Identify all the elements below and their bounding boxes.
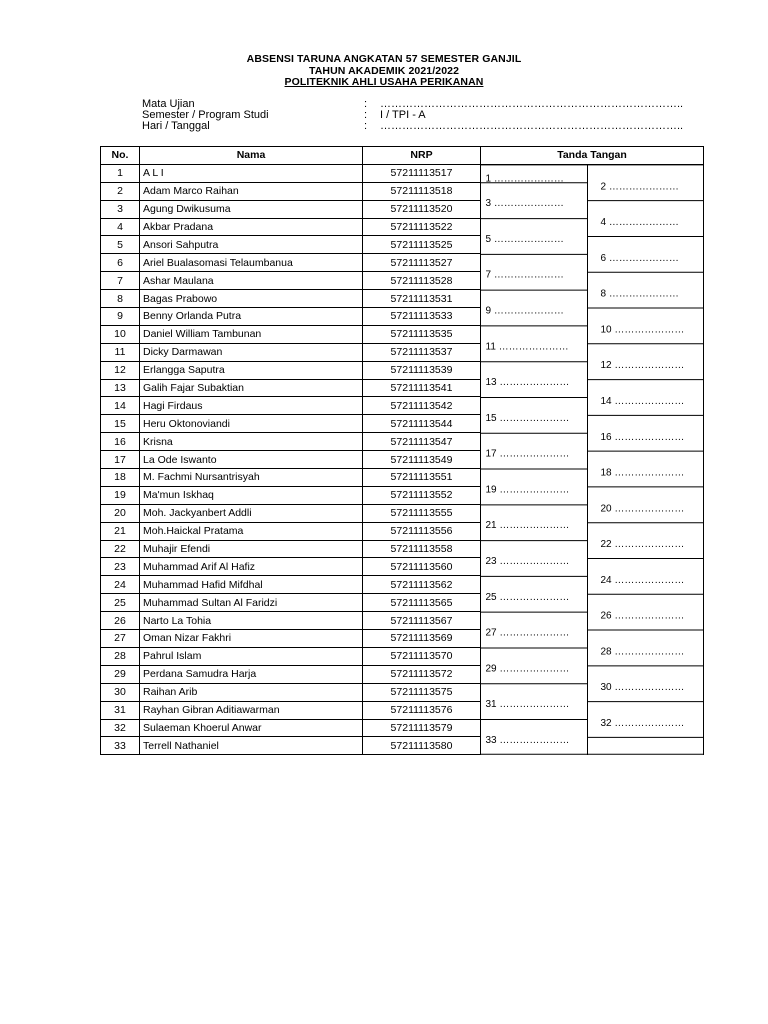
signature-cell-right[interactable] [588,397,704,415]
table-row [101,343,704,361]
table-row [101,612,704,630]
student-nrp: 57211113558 [363,540,481,558]
signature-cell-left[interactable] [481,361,588,379]
info-value: ……………………………………………………………………….. [380,98,684,110]
signature-cell-left[interactable] [481,647,588,665]
signature-line-label: 26 ………………… [600,610,685,622]
signature-line-label: 8 ………………… [600,288,679,300]
table-row [101,469,704,487]
signature-cell-left[interactable] [481,397,588,415]
student-nrp: 57211113542 [363,397,481,415]
student-name: Bagas Prabowo [140,290,363,308]
row-number: 18 [101,469,140,487]
student-nrp: 57211113560 [363,558,481,576]
table-row [101,701,704,719]
table-row [101,451,704,469]
signature-cell-right[interactable] [588,290,704,308]
student-name: Ariel Bualasomasi Telaumbanua [140,254,363,272]
student-nrp: 57211113567 [363,612,481,630]
table-row [101,415,704,433]
student-name: Rayhan Gibran Aditiawarman [140,701,363,719]
row-number: 10 [101,325,140,343]
header-title: ABSENSI TARUNA ANGKATAN 57 SEMESTER GANJIL [246,53,522,65]
signature-cell-left[interactable] [481,555,588,576]
signature-cell-left[interactable] [481,200,588,218]
signature-cell-right[interactable] [588,737,704,755]
table-row [101,397,704,415]
row-number: 31 [101,701,140,719]
student-nrp: 57211113575 [363,683,481,701]
signature-cell-right[interactable] [588,647,704,665]
signature-line-label: 29 ………………… [485,663,570,675]
signature-cell-right[interactable] [588,361,704,379]
signature-cell-left[interactable] [481,305,588,326]
header-nrp: NRP [363,147,481,165]
table-row [101,737,704,755]
student-nrp: 57211113572 [363,665,481,683]
student-name: Ansori Sahputra [140,236,363,254]
student-name: Terrell Nathaniel [140,737,363,755]
student-nrp: 57211113552 [363,486,481,504]
row-number: 29 [101,665,140,683]
student-nrp: 57211113562 [363,576,481,594]
signature-cell-left[interactable] [481,325,588,343]
signature-cell-right[interactable] [588,576,704,594]
student-nrp: 57211113579 [363,719,481,737]
row-number: 22 [101,540,140,558]
signature-cell-left[interactable] [481,469,588,487]
table-row [101,630,704,648]
signature-cell-right[interactable] [588,469,704,487]
row-number: 4 [101,218,140,236]
row-number: 28 [101,647,140,665]
signature-cell-right[interactable] [588,612,704,630]
signature-cell-right[interactable] [588,540,704,558]
student-nrp: 57211113518 [363,182,481,200]
signature-cell-left[interactable] [481,701,588,719]
signature-cell-left[interactable] [481,254,588,272]
signature-cell-right[interactable] [588,701,704,719]
signature-cell-right[interactable] [588,164,704,182]
student-name: Raihan Arib [140,683,363,701]
student-name: Narto La Tohia [140,612,363,630]
student-nrp: 57211113531 [363,290,481,308]
student-name: Perdana Samudra Harja [140,665,363,683]
signature-cell-left[interactable] [481,433,588,451]
signature-line-label: 28 ………………… [600,646,685,658]
row-number: 20 [101,504,140,522]
signature-cell-left[interactable] [481,540,588,558]
signature-line-label: 12 ………………… [600,360,685,372]
info-label: Mata Ujian [142,98,195,110]
student-name: Muhajir Efendi [140,540,363,558]
student-nrp: 57211113527 [363,254,481,272]
info-label: Semester / Program Studi [142,109,269,121]
signature-line-label: 30 ………………… [600,682,685,694]
student-name: Muhammad Sultan Al Faridzi [140,594,363,612]
info-value: I / TPI - A [380,109,426,121]
table-row [101,290,704,308]
signature-cell-left[interactable] [481,343,588,361]
signature-cell-left[interactable] [481,612,588,630]
table-row [101,647,704,665]
header-institution: POLITEKNIK AHLI USAHA PERIKANAN [284,76,484,88]
table-row [101,719,704,737]
table-row [101,272,704,290]
student-name: A L I [140,164,363,182]
row-number: 21 [101,522,140,540]
student-name: Muhammad Arif Al Hafiz [140,558,363,576]
signature-cell-left[interactable] [481,448,588,469]
student-name: Moh. Jackyanbert Addli [140,504,363,522]
signature-cell-left[interactable] [481,665,588,683]
signature-cell-right[interactable] [588,594,704,612]
signature-line-label: 2 ………………… [600,181,679,193]
student-name: Daniel William Tambunan [140,325,363,343]
signature-line-label: 25 ………………… [485,591,570,603]
student-name: Pahrul Islam [140,647,363,665]
signature-cell-left[interactable] [481,412,588,433]
row-number: 24 [101,576,140,594]
row-number: 16 [101,433,140,451]
signature-cell-right[interactable] [588,218,704,236]
row-number: 13 [101,379,140,397]
student-name: Muhammad Hafid Mifdhal [140,576,363,594]
student-nrp: 57211113580 [363,737,481,755]
student-name: Agung Dwikusuma [140,200,363,218]
signature-line-label: 17 ………………… [485,448,570,460]
student-nrp: 57211113555 [363,504,481,522]
signature-line-label: 31 ………………… [485,699,570,711]
signature-cell-right[interactable] [588,343,704,361]
student-nrp: 57211113539 [363,361,481,379]
student-name: M. Fachmi Nursantrisyah [140,469,363,487]
signature-line-label: 33 ………………… [485,734,570,746]
student-nrp: 57211113522 [363,218,481,236]
table-row [101,361,704,379]
table-row [101,594,704,612]
table-row [101,558,704,576]
student-name: Dicky Darmawan [140,343,363,361]
signature-cell-right[interactable] [588,325,704,343]
signature-line-label: 4 ………………… [600,217,679,229]
header-no: No. [101,147,140,165]
student-name: Ashar Maulana [140,272,363,290]
row-number: 9 [101,308,140,326]
signature-cell-left[interactable] [481,218,588,236]
signature-cell-left[interactable] [481,576,588,594]
signature-cell-left[interactable] [481,182,588,200]
table-row [101,218,704,236]
signature-cell-left[interactable] [481,486,588,504]
header-tanda-tangan: Tanda Tangan [481,147,704,165]
row-number: 17 [101,451,140,469]
signature-line-label: 24 ………………… [600,574,685,586]
signature-cell-right[interactable] [588,665,704,683]
signature-cell-right[interactable] [588,200,704,218]
student-name: Hagi Firdaus [140,397,363,415]
signature-cell-left[interactable] [481,233,588,254]
table-row [101,504,704,522]
signature-cell-left[interactable] [481,627,588,648]
signature-line-label: 9 ………………… [485,305,564,317]
signature-line-label: 5 ………………… [485,233,564,245]
table-row [101,182,704,200]
row-number: 32 [101,719,140,737]
signature-cell-right[interactable] [588,683,704,701]
row-number: 23 [101,558,140,576]
signature-line-label: 27 ………………… [485,627,570,639]
signature-line-label: 15 ………………… [485,412,570,424]
signature-line-label: 6 ………………… [600,252,679,264]
student-nrp: 57211113569 [363,630,481,648]
row-number: 19 [101,486,140,504]
student-name: Ma'mun Iskhaq [140,486,363,504]
signature-line-label: 18 ………………… [600,467,685,479]
info-colon: : [364,120,368,132]
student-nrp: 57211113525 [363,236,481,254]
student-nrp: 57211113528 [363,272,481,290]
signature-line-label: 11 ………………… [485,341,569,353]
signature-cell-left[interactable] [481,522,588,540]
row-number: 11 [101,343,140,361]
signature-cell-left[interactable] [481,591,588,612]
signature-cell-left[interactable] [481,164,588,185]
table-row [101,433,704,451]
signature-cell-right[interactable] [588,451,704,469]
table-row [101,200,704,218]
student-nrp: 57211113544 [363,415,481,433]
signature-cell-right[interactable] [588,308,704,326]
student-nrp: 57211113541 [363,379,481,397]
row-number: 7 [101,272,140,290]
signature-line-label: 32 ………………… [600,718,685,729]
table-body [101,164,704,754]
row-number: 8 [101,290,140,308]
info-value: ……………………………………………………………………….. [380,120,684,132]
signature-cell-right[interactable] [588,558,704,576]
info-colon: : [364,98,368,110]
signature-cell-left[interactable] [481,290,588,308]
document-header [0,54,768,89]
student-name: Moh.Haickal Pratama [140,522,363,540]
signature-cell-right[interactable] [588,236,704,254]
signature-cell-right[interactable] [588,182,704,200]
table-row [101,683,704,701]
row-number: 33 [101,737,140,755]
row-number: 26 [101,612,140,630]
student-name: Heru Oktonoviandi [140,415,363,433]
signature-cell-left[interactable] [481,379,588,397]
student-name: Sulaeman Khoerul Anwar [140,719,363,737]
table-row [101,254,704,272]
signature-cell-right[interactable] [588,415,704,433]
signature-cell-right[interactable] [588,719,704,737]
table-row [101,522,704,540]
row-number: 1 [101,164,140,182]
signature-cell-right[interactable] [588,504,704,522]
signature-line-label: 21 ………………… [485,520,570,532]
table-row [101,164,704,182]
signature-cell-left[interactable] [481,504,588,522]
row-number: 5 [101,236,140,254]
signature-line-label: 23 ………………… [485,555,570,567]
student-nrp: 57211113533 [363,308,481,326]
student-nrp: 57211113537 [363,343,481,361]
header-academic-year: TAHUN AKADEMIK 2021/2022 [308,64,460,77]
info-label: Hari / Tanggal [142,120,210,132]
table-row [101,576,704,594]
student-nrp: 57211113570 [363,647,481,665]
signature-cell-left[interactable] [481,269,588,290]
signature-line-label: 16 ………………… [600,431,685,443]
student-nrp: 57211113549 [363,451,481,469]
table-row [101,665,704,683]
student-nrp: 57211113547 [363,433,481,451]
student-nrp: 57211113517 [363,164,481,182]
info-colon: : [364,109,368,121]
table-row [101,540,704,558]
table-row [101,308,704,326]
signature-line-label: 22 ………………… [600,539,685,551]
signature-cell-right[interactable] [588,522,704,540]
signature-line-label: 19 ………………… [485,484,570,496]
row-number: 12 [101,361,140,379]
row-number: 30 [101,683,140,701]
signature-cell-left[interactable] [481,719,588,737]
student-name: Adam Marco Raihan [140,182,363,200]
header-nama: Nama [140,147,363,165]
student-nrp: 57211113565 [363,594,481,612]
signature-line-label: 10 ………………… [600,324,685,336]
student-name: Krisna [140,433,363,451]
table-row [101,325,704,343]
table-row [101,486,704,504]
student-name: Galih Fajar Subaktian [140,379,363,397]
table-header-row [101,147,704,165]
signature-line-label: 13 ………………… [485,377,570,389]
signature-cell-right[interactable] [588,272,704,290]
student-nrp: 57211113551 [363,469,481,487]
attendance-table [100,146,704,755]
student-name: Akbar Pradana [140,218,363,236]
row-number: 2 [101,182,140,200]
student-nrp: 57211113556 [363,522,481,540]
signature-line-label: 20 ………………… [600,503,685,515]
signature-line-label: 7 ………………… [485,269,564,281]
row-number: 3 [101,200,140,218]
signature-cell-right[interactable] [588,486,704,504]
student-nrp: 57211113576 [363,701,481,719]
signature-cell-left[interactable] [481,683,588,701]
student-name: Oman Nizar Fakhri [140,630,363,648]
row-number: 6 [101,254,140,272]
signature-cell-right[interactable] [588,630,704,648]
row-number: 15 [101,415,140,433]
student-nrp: 57211113535 [363,325,481,343]
student-name: La Ode Iswanto [140,451,363,469]
row-number: 14 [101,397,140,415]
signature-line-label: 14 ………………… [600,395,685,407]
signature-line-label: 1 ………………… [485,173,564,185]
student-name: Benny Orlanda Putra [140,308,363,326]
row-number: 25 [101,594,140,612]
student-nrp: 57211113520 [363,200,481,218]
student-name: Erlangga Saputra [140,361,363,379]
table-row [101,379,704,397]
signature-cell-right[interactable] [588,254,704,272]
signature-cell-right[interactable] [588,433,704,451]
row-number: 27 [101,630,140,648]
signature-cell-right[interactable] [588,379,704,397]
signature-line-label: 3 ………………… [485,198,564,210]
table-row [101,236,704,254]
signature-cell-left[interactable] [481,734,588,755]
